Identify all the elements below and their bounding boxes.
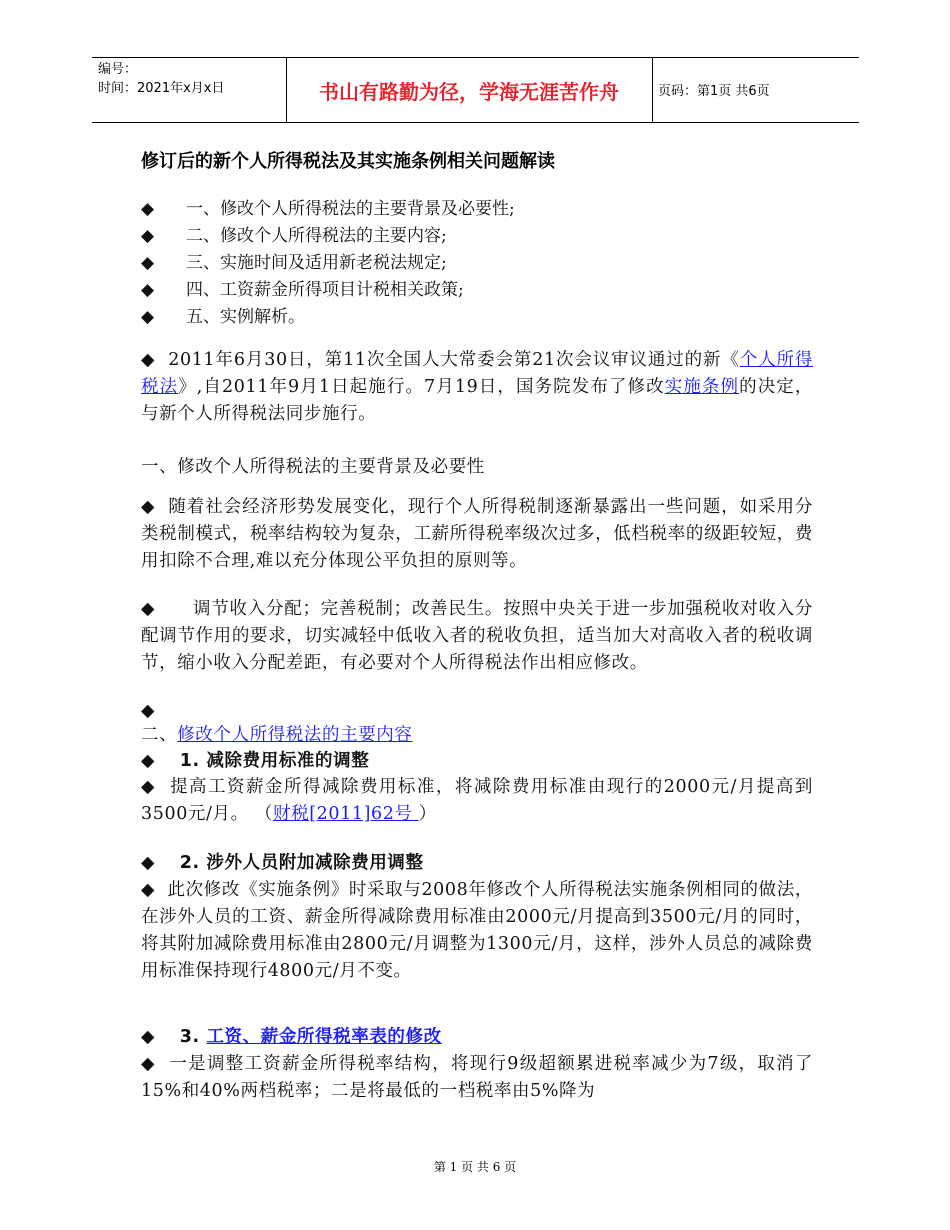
diamond-bullet-icon: ◆ bbox=[141, 350, 156, 370]
time-label: 时间：2021年x月x日 bbox=[98, 81, 225, 96]
toc-item-text: 四、工资薪金所得项目计税相关政策; bbox=[186, 280, 464, 300]
header-page-info: 页码：第1页 共6页 bbox=[658, 84, 770, 99]
toc-item bbox=[141, 196, 515, 223]
subsection-3-title bbox=[141, 1024, 813, 1051]
diamond-bullet-icon: ◆ bbox=[141, 1027, 156, 1047]
section1-p2-text: 调节收入分配；完善税制；改善民生。按照中央关于进一步加强税收对收入分配调节作用的要求，切实减轻中低收入者的税收负担，适当加大对高收入者的税收调节，缩小收入分配差距，有必要对个人所得税法作出相应修改。 bbox=[141, 599, 813, 673]
diamond-bullet-icon: ◆ bbox=[141, 1054, 156, 1074]
section1-paragraph bbox=[141, 596, 813, 677]
toc-item-text: 二、修改个人所得税法的主要内容; bbox=[186, 226, 447, 246]
subsection-1-text bbox=[141, 774, 813, 828]
diamond-bullet-icon: ◆ bbox=[141, 226, 155, 246]
page-footer: 第 1 页 共 6 页 bbox=[433, 1160, 517, 1174]
paren-close: ） bbox=[418, 804, 437, 824]
diamond-bullet-icon: ◆ bbox=[141, 701, 156, 721]
section1-heading: 一、修改个人所得税法的主要背景及必要性 bbox=[141, 457, 485, 477]
diamond-bullet-icon: ◆ bbox=[141, 497, 156, 517]
diamond-bullet-icon: ◆ bbox=[141, 199, 155, 219]
diamond-bullet-icon: ◆ bbox=[141, 751, 156, 771]
diamond-bullet-icon: ◆ bbox=[141, 880, 156, 900]
link-implementation-rules[interactable]: 实施条例 bbox=[664, 377, 740, 397]
toc-item-text: 一、修改个人所得税法的主要背景及必要性; bbox=[186, 199, 515, 219]
diamond-bullet-icon: ◆ bbox=[141, 307, 155, 327]
link-caishui-62[interactable]: 财税[2011]62号 bbox=[273, 804, 419, 824]
link-section2-main-content[interactable]: 修改个人所得税法的主要内容 bbox=[177, 725, 413, 745]
diamond-bullet-icon: ◆ bbox=[141, 280, 155, 300]
section1-paragraph bbox=[141, 494, 813, 575]
diamond-bullet-icon: ◆ bbox=[141, 777, 156, 797]
subsection-number: 3. bbox=[179, 1027, 207, 1047]
header-meta bbox=[98, 60, 224, 98]
diamond-bullet-icon: ◆ bbox=[141, 253, 155, 273]
toc-item-text: 五、实例解析。 bbox=[186, 307, 305, 327]
toc-item bbox=[141, 250, 515, 277]
toc-item bbox=[141, 223, 515, 250]
header-motto: 书山有路勤为径，学海无涯苦作舟 bbox=[319, 80, 619, 104]
toc-item-text: 三、实施时间及适用新老税法规定; bbox=[186, 253, 447, 273]
link-tax-rate-table[interactable]: 工资、薪金所得税率表的修改 bbox=[206, 1027, 442, 1047]
page-header bbox=[92, 57, 859, 123]
subsection-title: 1. 减除费用标准的调整 bbox=[179, 751, 370, 771]
toc-item bbox=[141, 304, 515, 331]
subsection-3-text bbox=[141, 1051, 813, 1105]
subsection-2-text bbox=[141, 877, 813, 985]
intro-text: 2011年6月30日，第11次全国人大常委会第21次会议审议通过的新《 bbox=[168, 350, 740, 370]
diamond-bullet-icon: ◆ bbox=[141, 853, 156, 873]
intro-text: 的决定，与新个人所得税法同步施行。 bbox=[141, 377, 813, 424]
section1-p1-text: 随着社会经济形势发展变化，现行个人所得税制逐渐暴露出一些问题，如采用分类税制模式，税率结构较为复杂，工薪所得税率级次过多，低档税率的级距较短，费用扣除不合理,难以充分体现公平负担的原则等。 bbox=[141, 497, 813, 571]
diamond-bullet-icon: ◆ bbox=[141, 599, 156, 619]
link-tax-law[interactable]: 个人所得税法 bbox=[141, 350, 813, 397]
subsection-3-body: 一是调整工资薪金所得税率结构，将现行9级超额累进税率减少为7级，取消了15%和40%两档税率；二是将最低的一档税率由5%降为 bbox=[141, 1054, 814, 1101]
header-divider bbox=[652, 58, 653, 122]
section2-heading bbox=[141, 722, 813, 749]
document-title: 修订后的新个人所得税法及其实施条例相关问题解读 bbox=[141, 151, 555, 172]
subsection-title: 2. 涉外人员附加减除费用调整 bbox=[179, 853, 424, 873]
subsection-1-body: 提高工资薪金所得减除费用标准，将减除费用标准由现行的2000元/月提高到3500元/月。 （ bbox=[141, 777, 814, 824]
empty-bullet bbox=[141, 698, 813, 725]
toc-item bbox=[141, 277, 515, 304]
intro-paragraph bbox=[141, 347, 813, 428]
intro-text: 》,自2011年9月1日起施行。7月19日，国务院发布了修改 bbox=[178, 377, 665, 397]
section2-prefix: 二、 bbox=[141, 725, 178, 745]
number-label: 编号： bbox=[98, 62, 138, 77]
subsection-2-body: 此次修改《实施条例》时采取与2008年修改个人所得税法实施条例相同的做法，在涉外人员的工资、薪金所得减除费用标准由2000元/月提高到3500元/月的同时，将其附加减除费用标准由2800元/月调整为1300元/月，这样，涉外人员总的减除费用标准保持现行4800元/月不变。 bbox=[141, 880, 814, 981]
subsection-2-title bbox=[141, 850, 813, 877]
subsection-1-title bbox=[141, 748, 813, 775]
toc-list bbox=[141, 196, 515, 331]
